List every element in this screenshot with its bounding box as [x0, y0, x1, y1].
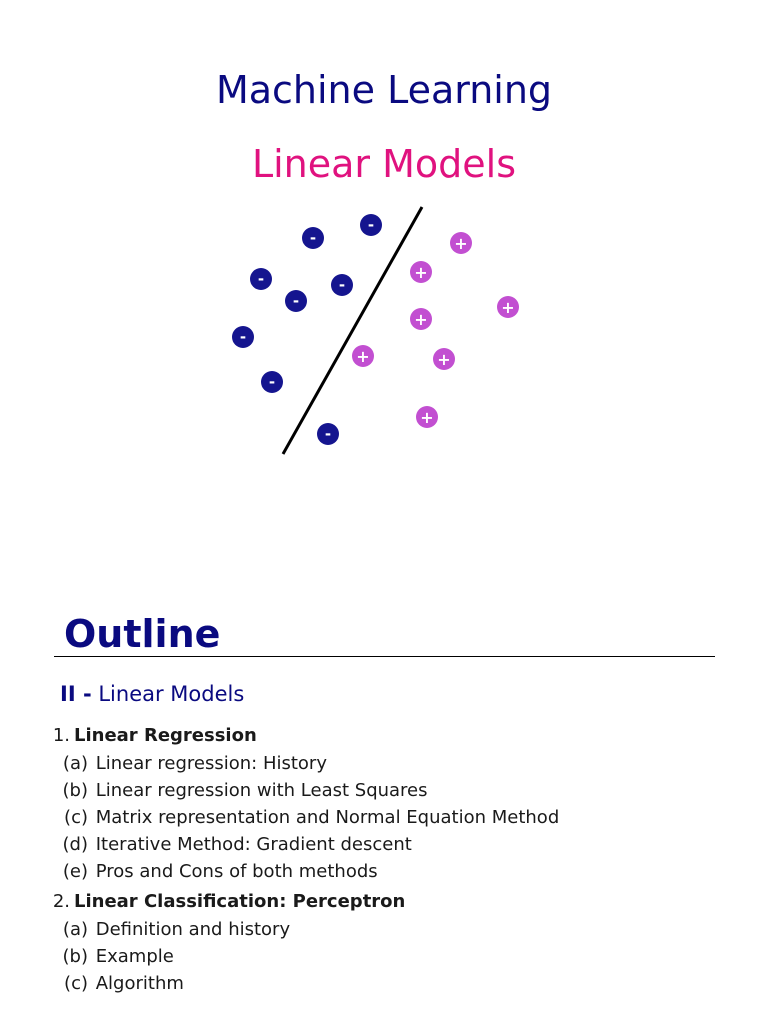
positive-point — [410, 261, 432, 283]
svg-text:-: - — [268, 373, 276, 391]
list-item: (c) Matrix representation and Normal Equation Method — [64, 807, 560, 828]
linear-separator-figure — [0, 200, 768, 460]
svg-text:+: + — [454, 234, 468, 253]
svg-text:+: + — [356, 347, 370, 366]
outline-divider — [54, 656, 715, 657]
topic-linear-regression — [42, 725, 257, 746]
svg-text:-: - — [338, 276, 346, 294]
section-heading — [60, 682, 244, 706]
section-title: Linear Models — [98, 682, 245, 706]
svg-text:+: + — [414, 310, 428, 329]
list-item: (a) Definition and history — [62, 919, 291, 940]
positive-point — [410, 308, 432, 330]
negative-point — [360, 214, 382, 236]
svg-text:+: + — [501, 298, 515, 317]
svg-text:-: - — [324, 425, 332, 443]
list-item: (b) Example — [62, 946, 174, 967]
list-item: (c) Algorithm — [64, 973, 184, 994]
topic-number: 2. — [52, 891, 70, 912]
negative-point — [261, 371, 283, 393]
positive-point — [497, 296, 519, 318]
slide-title: Machine Learning — [215, 68, 553, 112]
negative-point — [302, 227, 324, 249]
svg-text:-: - — [257, 270, 265, 288]
svg-text:+: + — [414, 263, 428, 282]
outline-heading: Outline — [64, 612, 221, 656]
slide-subtitle: Linear Models — [251, 142, 517, 186]
negative-point — [331, 274, 353, 296]
positive-point — [433, 348, 455, 370]
positive-point — [352, 345, 374, 367]
svg-text:-: - — [309, 229, 317, 247]
topic-number: 1. — [52, 725, 70, 746]
list-item: (b) Linear regression with Least Squares — [62, 780, 428, 801]
svg-text:-: - — [239, 328, 247, 346]
topic-title: Linear Classification: Perceptron — [74, 891, 406, 912]
negative-point — [232, 326, 254, 348]
topic-linear-classification — [42, 891, 405, 912]
section-number: II - — [60, 682, 92, 706]
list-item: (e) Pros and Cons of both methods — [62, 861, 378, 882]
list-item: (a) Linear regression: History — [62, 753, 327, 774]
negative-point — [285, 290, 307, 312]
negative-point — [317, 423, 339, 445]
svg-text:+: + — [437, 350, 451, 369]
negative-point — [250, 268, 272, 290]
topic-title: Linear Regression — [74, 725, 257, 746]
list-item: (d) Iterative Method: Gradient descent — [62, 834, 412, 855]
positive-point — [450, 232, 472, 254]
svg-text:-: - — [367, 216, 375, 234]
svg-text:+: + — [420, 408, 434, 427]
positive-point — [416, 406, 438, 428]
svg-text:-: - — [292, 292, 300, 310]
